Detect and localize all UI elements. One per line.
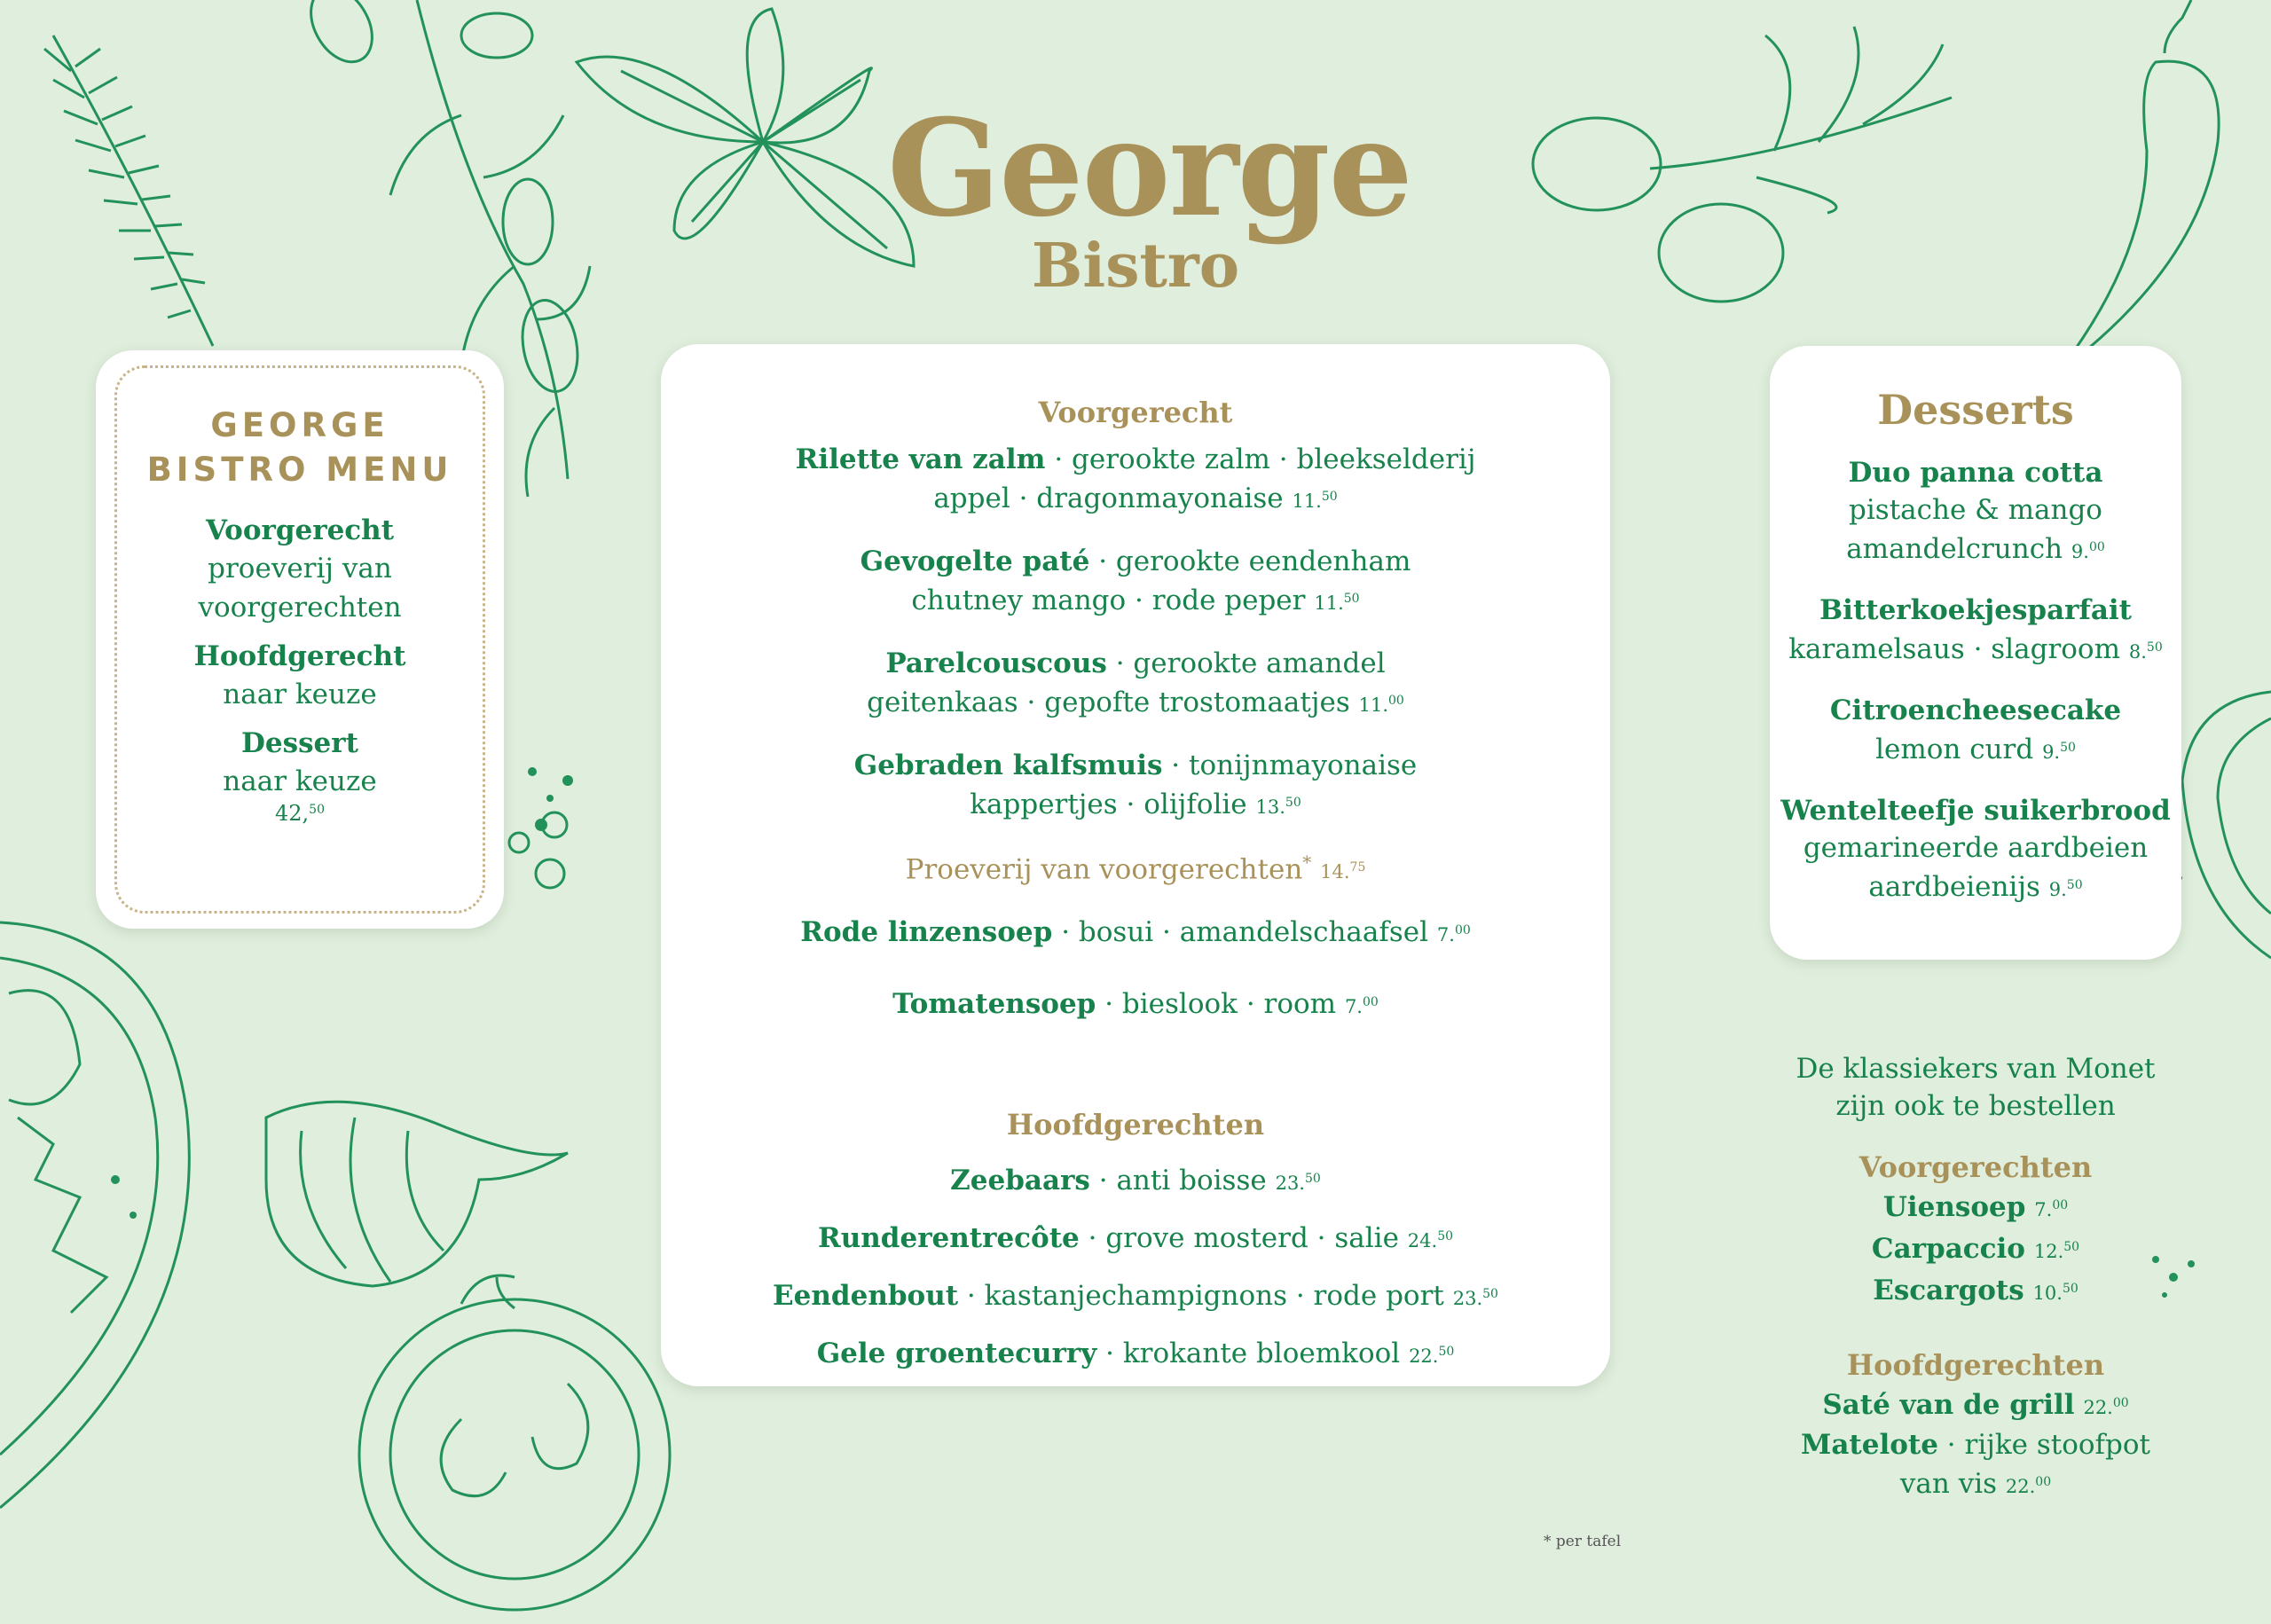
footnote: * per tafel [1544,1533,1622,1550]
onion-icon [266,1102,568,1286]
menu-item: Runderentrecôte · grove mosterd · salie 24.50 [817,1222,1454,1255]
main-menu-card [661,344,1610,1386]
dessert-item: Citroencheesecake lemon curd 9.50 [1829,694,2122,765]
chili-pepper-icon [2058,0,2219,373]
course-name: Voorgerecht [205,514,395,546]
dessert-item: Bitterkoekjesparfait karamelsaus · slagroom 8.50 [1788,594,2163,665]
course-desc: proeverij van [208,553,392,584]
menu-item: Gele groentecurry · krokante bloemkool 22.50 [816,1338,1455,1370]
course-desc: naar keuze [223,765,377,797]
course-desc: naar keuze [223,679,377,710]
menu-item: Zeebaars · anti boisse 23.50 [950,1165,1321,1197]
menu-item: Parelcouscous · gerookte amandel geitenkaas · gepofte trostomaatjes 11.00 [867,647,1404,718]
classics-intro: De klassiekers van Monet [1796,1053,2156,1085]
desserts-card [1770,346,2181,960]
menu-title: GEORGE BISTRO MENU [146,406,453,489]
classics-item: Escargots 10.50 [1873,1275,2078,1306]
classics-item: van vis 22.00 [1899,1468,2052,1500]
dessert-item: Duo panna cotta pistache & mango amandelcrunch 9.00 [1846,457,2105,565]
menu-item: Eendenbout · kastanjechampignons · rode port 23.50 [773,1280,1498,1313]
brand-logo [887,90,1411,302]
classics-item: Uiensoep 7.00 [1882,1191,2069,1223]
course-desc: voorgerechten [198,592,402,624]
basil-icon [577,9,914,266]
course-name: Dessert [241,727,358,759]
classics-voor-title: Voorgerechten [1858,1150,2093,1184]
menu-price: 42,50 [275,801,325,826]
brand-sub: Bistro [1031,231,1240,302]
bistro-menu-card [96,350,504,929]
section-title-voorgerecht: Voorgerecht [1038,396,1233,429]
classics-intro: zijn ook te bestellen [1835,1090,2116,1122]
tomato-icon [359,1275,670,1610]
course-list [117,512,483,826]
menu-item: Tomatensoep · bieslook · room 7.00 [892,988,1379,1021]
dessert-item: Wentelteefje suikerbrood gemarineerde aardbeien aardbeienijs 9.50 [1780,795,2171,903]
rosemary-icon [44,35,213,346]
menu-item: Gevogelte paté · gerookte eendenham chutney mango · rode peper 11.50 [860,545,1411,616]
menu-item: Rode linzensoep · bosui · amandelschaafsel 7.00 [800,916,1471,949]
menu-item: Gebraden kalfsmuis · tonijnmayonaise kappertjes · olijfolie 13.50 [853,749,1418,820]
desserts-title: Desserts [1877,386,2074,434]
classics-item: Matelote · rijke stoofpot [1801,1429,2150,1461]
classics-hoofd-title: Hoofdgerechten [1846,1348,2105,1382]
plate-icon [0,922,189,1508]
classics-item: Saté van de grill 22.00 [1822,1389,2129,1421]
course-name: Hoofdgerecht [193,640,406,672]
menu-item: Rilette van zalm · gerookte zalm · bleekselderij appel · dragonmayonaise 11.50 [795,443,1476,514]
section-title-hoofdgerechten: Hoofdgerechten [1006,1108,1265,1142]
dotted-frame [114,365,485,914]
monet-classics [1761,1050,2190,1505]
classics-item: Carpaccio 12.50 [1871,1233,2080,1265]
brand-name: George [887,90,1411,247]
olive-icon [1533,27,1952,302]
proeverij-item: Proeverij van voorgerechten* 14.75 [905,851,1366,886]
